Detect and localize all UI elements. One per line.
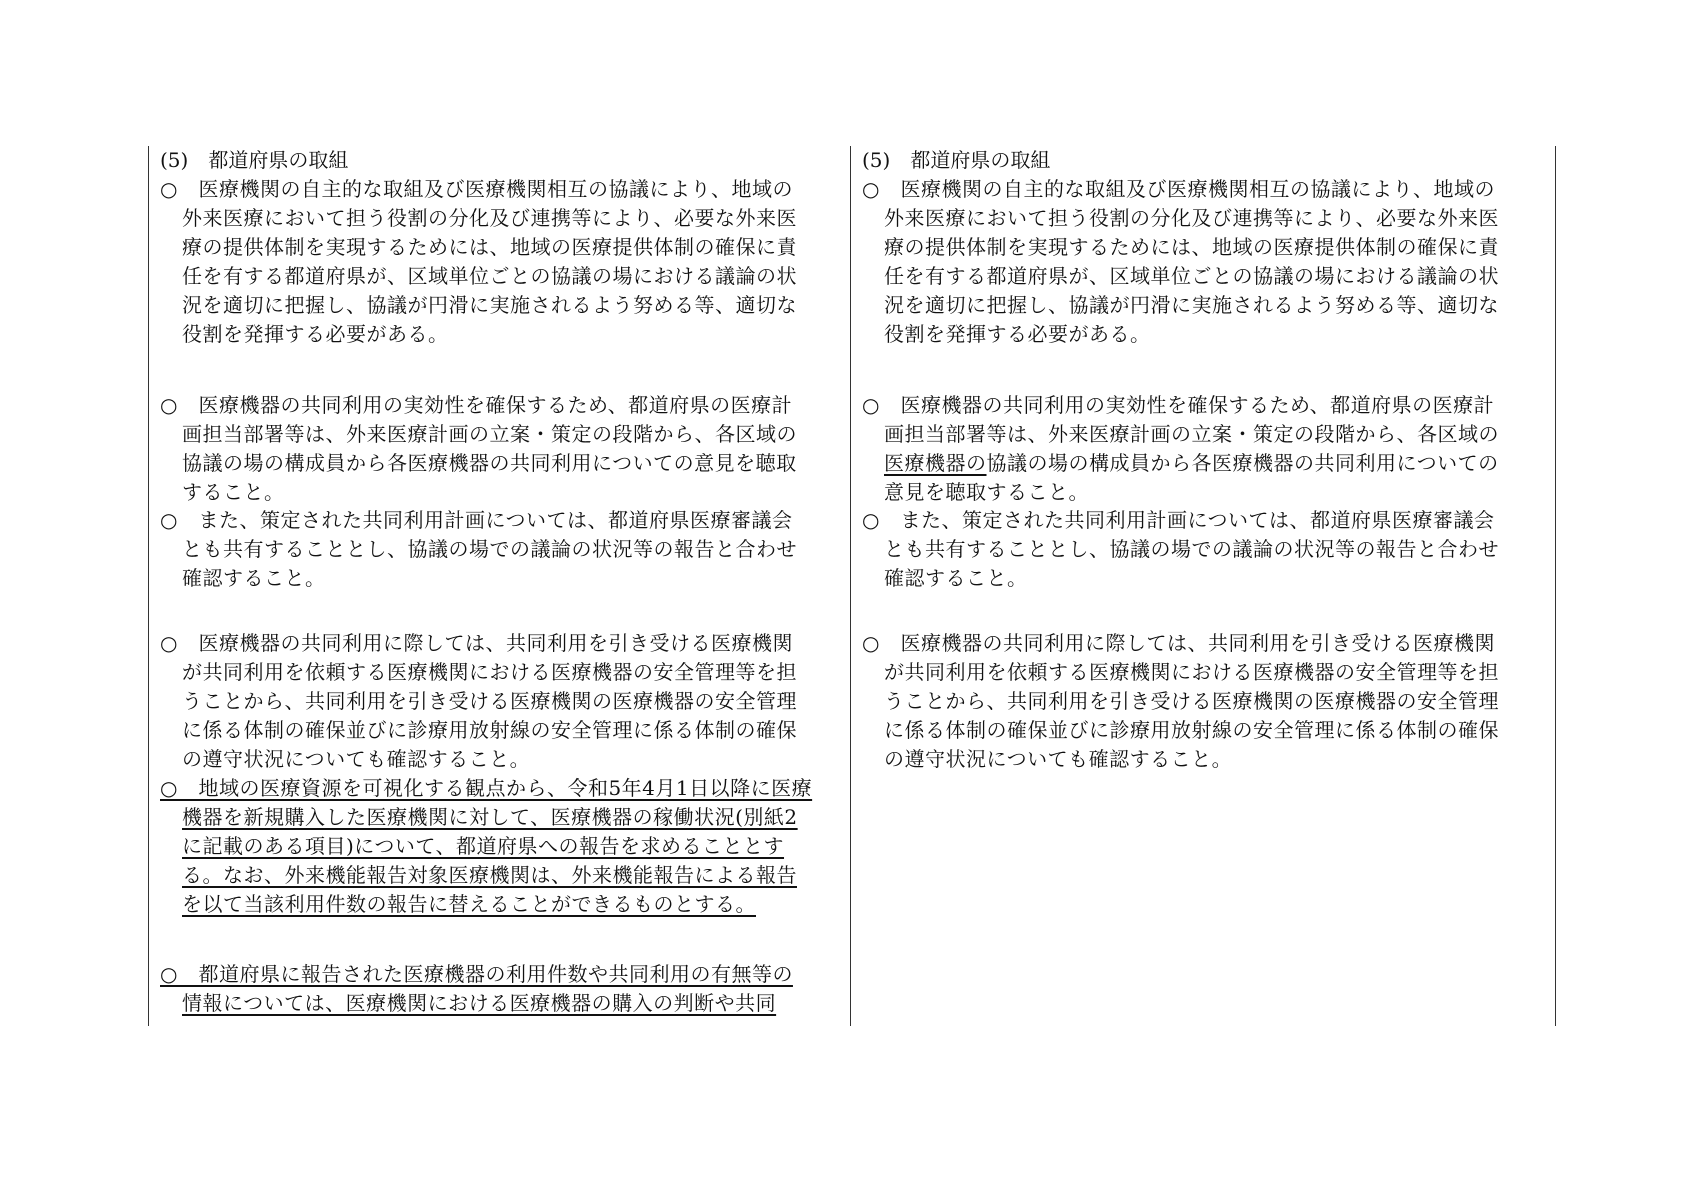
paragraph-5-underlined (160, 774, 840, 919)
underlined-text: 医療機器の (884, 451, 987, 475)
paragraph-line: に係る体制の確保並びに診療用放射線の安全管理に係る体制の確保 (884, 718, 1499, 742)
paragraph-line: ○ また、策定された共同利用計画については、都道府県医療審議会 (862, 508, 1495, 532)
table-border-left (148, 146, 149, 1026)
paragraph-2 (160, 391, 840, 507)
underlined-text: る。なお、外来機能報告対象医療機関は、外来機能報告による報告 (182, 863, 797, 887)
paragraph-line: ○ 医療機器の共同利用の実効性を確保するため、都道府県の医療計 (160, 393, 793, 417)
paragraph-line: うことから、共同利用を引き受ける医療機関の医療機器の安全管理 (884, 689, 1499, 713)
paragraph-1 (160, 175, 840, 349)
paragraph-line: 確認すること。 (884, 566, 1028, 590)
paragraph-line: うことから、共同利用を引き受ける医療機関の医療機器の安全管理 (182, 689, 797, 713)
section-heading: (5) 都道府県の取組 (862, 148, 1051, 172)
paragraph-line: 意見を聴取すること。 (884, 480, 1089, 504)
paragraph-line: が共同利用を依頼する医療機関における医療機器の安全管理等を担 (884, 660, 1499, 684)
paragraph-4 (862, 629, 1544, 774)
underlined-text: 機器を新規購入した医療機関に対して、医療機器の稼働状況(別紙2 (182, 805, 798, 829)
line-text: 協議の場の構成員から各医療機器の共同利用についての (986, 451, 1499, 475)
paragraph-line: の遵守状況についても確認すること。 (884, 747, 1233, 771)
paragraph-line: ○ 都道府県に報告された医療機器の利用件数や共同利用の有無等の (160, 962, 793, 986)
paragraph-line: 任を有する都道府県が、区域単位ごとの協議の場における議論の状 (884, 264, 1499, 288)
paragraph-3 (862, 506, 1544, 593)
paragraph-line: 任を有する都道府県が、区域単位ごとの協議の場における議論の状 (182, 264, 797, 288)
paragraph-line: に係る体制の確保並びに診療用放射線の安全管理に係る体制の確保 (182, 718, 797, 742)
paragraph-line: 確認すること。 (182, 566, 326, 590)
paragraph-line: ○ 医療機器の共同利用に際しては、共同利用を引き受ける医療機関 (160, 631, 793, 655)
table-divider (850, 146, 851, 1026)
paragraph-6-underlined (160, 960, 840, 1018)
paragraph-line: とも共有することとし、協議の場での議論の状況等の報告と合わせ (884, 537, 1499, 561)
underlined-text: に記載のある項目)について、都道府県への報告を求めることとす (182, 834, 785, 858)
paragraph-1 (862, 175, 1544, 349)
paragraph-4 (160, 629, 840, 774)
underlined-text: 情報については、医療機関における医療機器の購入の判断や共同 (182, 991, 777, 1015)
paragraph-line: 外来医療において担う役割の分化及び連携等により、必要な外来医 (182, 206, 797, 230)
paragraph-line: ○ また、策定された共同利用計画については、都道府県医療審議会 (160, 508, 793, 532)
paragraph-line (160, 890, 840, 919)
paragraph-line (862, 449, 1544, 478)
paragraph-line: 況を適切に把握し、協議が円滑に実施されるよう努める等、適切な (884, 293, 1499, 317)
paragraph-line: 画担当部署等は、外来医療計画の立案・策定の段階から、各区域の (182, 422, 797, 446)
paragraph-2 (862, 391, 1544, 507)
paragraph-line: の遵守状況についても確認すること。 (182, 747, 531, 771)
section-heading: (5) 都道府県の取組 (160, 148, 349, 172)
paragraph-line (160, 989, 840, 1018)
paragraph-line: ○ 医療機関の自主的な取組及び医療機関相互の協議により、地域の (862, 177, 1495, 201)
paragraph-line: 療の提供体制を実現するためには、地域の医療提供体制の確保に責 (182, 235, 797, 259)
paragraph-line: 役割を発揮する必要がある。 (182, 322, 449, 346)
paragraph-line: が共同利用を依頼する医療機関における医療機器の安全管理等を担 (182, 660, 797, 684)
paragraph-line: 療の提供体制を実現するためには、地域の医療提供体制の確保に責 (884, 235, 1499, 259)
paragraph-line: ○ 医療機器の共同利用の実効性を確保するため、都道府県の医療計 (862, 393, 1495, 417)
paragraph-line (160, 803, 840, 832)
paragraph-line: とも共有することとし、協議の場での議論の状況等の報告と合わせ (182, 537, 797, 561)
paragraph-line: ○ 医療機器の共同利用に際しては、共同利用を引き受ける医療機関 (862, 631, 1495, 655)
paragraph-line: ○ 地域の医療資源を可視化する観点から、令和5年4月1日以降に医療 (160, 776, 813, 800)
paragraph-line (160, 861, 840, 890)
paragraph-line: 役割を発揮する必要がある。 (884, 322, 1151, 346)
paragraph-line: 画担当部署等は、外来医療計画の立案・策定の段階から、各区域の (884, 422, 1499, 446)
paragraph-line: 況を適切に把握し、協議が円滑に実施されるよう努める等、適切な (182, 293, 797, 317)
paragraph-line: 外来医療において担う役割の分化及び連携等により、必要な外来医 (884, 206, 1499, 230)
table-border-right (1555, 146, 1556, 1026)
paragraph-line: ○ 医療機関の自主的な取組及び医療機関相互の協議により、地域の (160, 177, 793, 201)
paragraph-line (160, 832, 840, 861)
paragraph-3 (160, 506, 840, 593)
paragraph-line: 協議の場の構成員から各医療機器の共同利用についての意見を聴取 (182, 451, 797, 475)
paragraph-line: すること。 (182, 480, 285, 504)
underlined-text: を以て当該利用件数の報告に替えることができるものとする。 (182, 892, 756, 916)
